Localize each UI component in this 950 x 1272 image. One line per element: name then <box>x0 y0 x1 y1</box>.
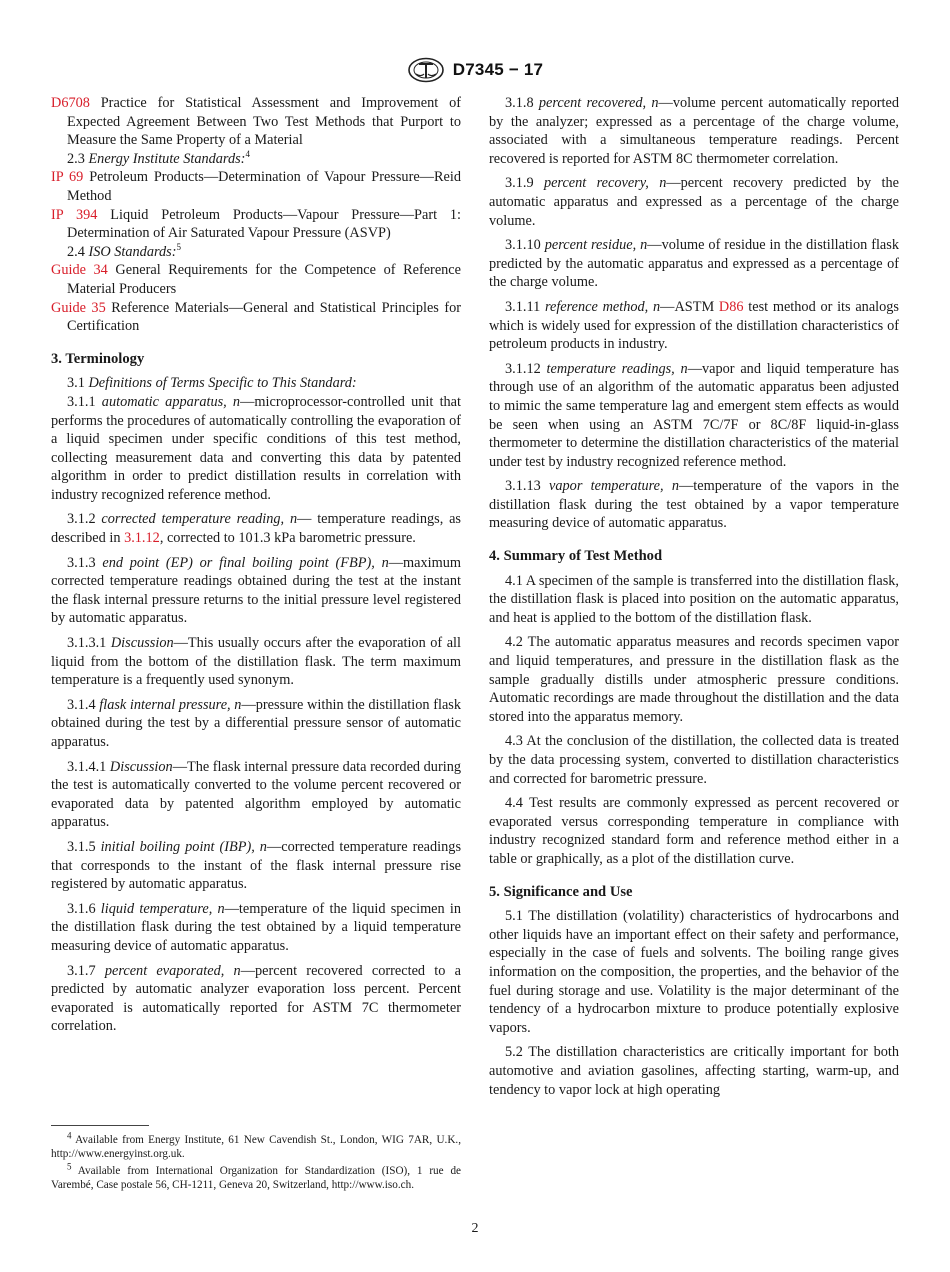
paragraph: 5.2 The distillation characteristics are critically important for both automotive and aviation gasolines, affecting starting, warm-up, and tendency to vapor lock at high operating <box>489 1044 899 1098</box>
reference-link[interactable]: IP 69 <box>51 169 84 186</box>
footnote-divider <box>51 1125 149 1126</box>
paragraph: 5.1 The distillation (volatility) characteristics of hydrocarbons and other liquids have an important effect on their safety and performance, especially in the case of fuels and solvents. The boiling range gives information on the composition, the properties, and the behavior of the fuel during storage and use. Volatility is the major determinant of the tendency of a hydrocarbon mixture to produce potentially explosive vapors. <box>489 908 899 1036</box>
definition: 3.1.4 flask internal pressure, n—pressure within the distillation flask obtained during the test by a differential pressure sensor of automatic apparatus. <box>51 696 462 750</box>
definition: 3.1 Definitions of Terms Specific to This Standard: <box>67 375 357 392</box>
definition: 3.1.7 percent evaporated, n—percent recovered corrected to a predicted by automatic analyzer evaporation loss percent. Percent evaporated is automatically reported for ASTM 7C thermometer correlation. <box>51 962 462 1035</box>
footnote: $^4$ Available from Energy Institute, 61 New Cavendish St., London, WIG 7AR, U.K., http://www.energyinst.org.uk. <box>51 1130 461 1161</box>
subsection-heading: 2.4 ISO Standards:$^5$ <box>67 241 181 260</box>
definition: 3.1.6 liquid temperature, n—temperature of the liquid specimen in the distillation flask during the test obtained by a liquid temperature measuring device of automatic apparatus. <box>51 900 461 954</box>
definition: 3.1.10 percent residue, n—volume of residue in the distillation flask predicted by the automatic apparatus and expressed as a percentage of the charge volume. <box>489 237 899 291</box>
right-column <box>489 94 899 1105</box>
definition: 3.1.13 vapor temperature, n—temperature of the vapors in the distillation flask during the test obtained by a vapor temperature measuring device of automatic apparatus. <box>489 478 899 532</box>
reference-entry: IP 394 Liquid Petroleum Products—Vapour Pressure—Part 1: Determination of Air Saturated Vapour Pressure (ASVP) <box>51 206 462 242</box>
paragraph: 4.4 Test results are commonly expressed as percent recovered or evaporated versus corresponding temperature in compliance with industry recognized standard form and reference method either in a table or graphically, as a plot of the distillation curve. <box>489 795 899 867</box>
footnote: $^5$ Available from International Organization for Standardization (ISO), 1 rue de Varembé, Case postale 56, CH-1211, Geneva 20, Switzerland, http://www.iso.ch. <box>51 1161 461 1192</box>
reference-entry: Guide 35 Reference Materials—General and Statistical Principles for Certification <box>51 299 462 335</box>
page-number: 2 <box>471 1221 479 1236</box>
section-heading: 4. Summary of Test Method <box>489 548 663 565</box>
left-column <box>51 94 461 1042</box>
reference-link[interactable]: Guide 34 <box>51 262 108 279</box>
paragraph: 4.2 The automatic apparatus measures and records specimen vapor and liquid temperatures, and pressure in the distillation flask as the sample gradually distills under atmospheric pressure conditions. Automatic recordings are made throughout the distillation and the data stored into the apparatus memory. <box>489 634 899 725</box>
definition: 3.1.9 percent recovery, n—percent recovery predicted by the automatic apparatus and expressed as a percentage of the charge volume. <box>489 175 900 229</box>
cross-reference-link[interactable]: D86 <box>718 298 744 315</box>
reference-entry: IP 69 Petroleum Products—Determination of Vapour Pressure—Reid Method <box>51 169 461 204</box>
reference-entry: D6708 Practice for Statistical Assessment and Improvement of Expected Agreement Between Two Test Methods that Purport to Measure the Same Property of a Material <box>51 95 461 149</box>
footnotes <box>51 1130 461 1195</box>
section-heading: 5. Significance and Use <box>489 883 633 900</box>
reference-entry: Guide 34 General Requirements for the Competence of Reference Material Producers <box>51 262 462 297</box>
definition: 3.1.5 initial boiling point (IBP), n—corrected temperature readings that corresponds to the instant of the flask internal pressure rise registered by automatic apparatus. <box>51 838 462 893</box>
definition: 3.1.8 percent recovered, n—volume percent automatically reported by the analyzer; expressed as a percentage of the charge volume, associated with a simultaneous temperature readings. Percent recovered is reported for ASTM 8C thermometer correlation. <box>489 95 899 167</box>
paragraph: 4.1 A specimen of the sample is transferred into the distillation flask, the distillation flask is placed into position on the automatic apparatus, and heat is applied to the bottom of the distillation flask. <box>489 572 899 626</box>
reference-link[interactable]: D6708 <box>51 95 90 111</box>
page-header <box>0 56 950 84</box>
document-id: D7345 − 17 <box>452 60 544 79</box>
subsection-heading: 2.3 Energy Institute Standards:$^4$ <box>67 149 250 167</box>
definition: 3.1.3 end point (EP) or final boiling point (FBP), n—maximum corrected temperature readings obtained during the test at the instant the flask internal pressure returns to the initial pressure level registered by automatic apparatus. <box>51 554 461 627</box>
astm-logo-icon <box>407 57 445 83</box>
cross-reference-link[interactable]: 3.1.12 <box>124 530 160 547</box>
definition: 3.1.12 temperature readings, n—vapor and liquid temperature has through use of an algorithm of the automatic apparatus been adjusted to mimic the same temperature lag and emergent stem effects as would be seen when using an ASTM 7C/7F or 8C/8F liquid-in-glass thermometer to determine the distillation characteristics of the material under test by industry recognized reference method. <box>489 360 900 470</box>
definition: 3.1.4.1 Discussion—The flask internal pressure data recorded during the test is automatically converted to the volume percent recovered or evaporated data by patented algorithm employed by automatic apparatus. <box>51 758 461 831</box>
reference-link[interactable]: Guide 35 <box>51 299 106 316</box>
definition: 3.1.2 corrected temperature reading, n— temperature readings, as described in 3.1.12, corrected to 101.3 kPa barometric pressure. <box>51 511 461 547</box>
paragraph: 4.3 At the conclusion of the distillation, the collected data is treated by the data processing system, converted to distillation characteristics and corrected for barometric pressure. <box>489 733 899 787</box>
definition: 3.1.1 automatic apparatus, n—microprocessor-controlled unit that performs the procedures of automatically controlling the evaporation of a liquid specimen under specific conditions of this test method, collecting measurement data and converting this data by patented algorithm in order to predict distillation results in correlation with industry recognized reference method. <box>51 393 462 503</box>
definition: 3.1.3.1 Discussion—This usually occurs after the evaporation of all liquid from the bottom of the distillation flask. The term maximum temperature is a frequently used synonym. <box>51 635 461 689</box>
reference-link[interactable]: IP 394 <box>51 206 98 223</box>
definition: 3.1.11 reference method, n—ASTM D86 test method or its analogs which is widely used for expression of the distillation characteristics of petroleum products in industry. <box>489 298 899 353</box>
section-heading: 3. Terminology <box>51 350 145 367</box>
